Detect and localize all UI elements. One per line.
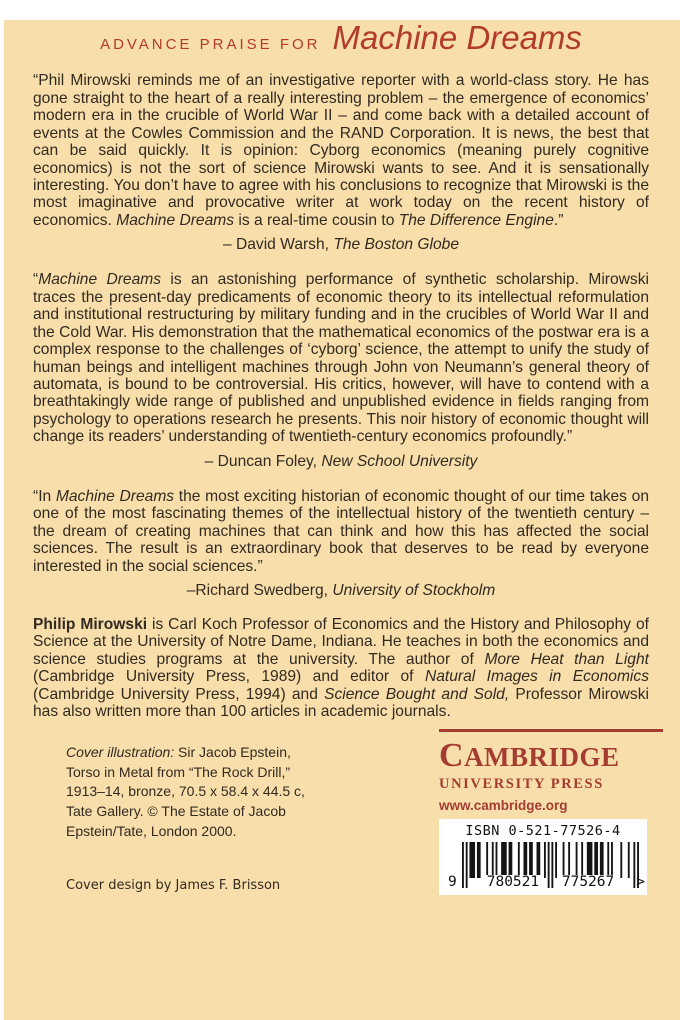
publisher-rule <box>439 729 663 732</box>
quote-attribution: –Richard Swedberg, University of Stockholm <box>186 582 496 600</box>
publisher-website: www.cambridge.org <box>439 797 568 813</box>
barcode-left-digit: 9 <box>448 874 457 890</box>
cover-content <box>4 20 680 895</box>
isbn-box <box>439 819 647 895</box>
isbn-label: ISBN 0-521-77526-4 <box>465 822 621 839</box>
publisher-column <box>439 729 663 895</box>
author-bio: Philip Mirowski is Carl Koch Professor of Economics and the History and Philosophy of Science at the University of Notre Dame, Indiana. He teaches in both the economics and science studies programs at the university. The author of More Heat than Light (Cambridge University Press, 1989) and editor of Natural Images in Economics (Cambridge University Press, 1994) and Science Bought and Sold, Professor Mirowski has also written more than 100 articles in academic journals. <box>33 615 649 721</box>
ean-barcode <box>448 842 645 890</box>
praise-quote-2 <box>33 271 649 470</box>
barcode-digits <box>466 875 635 890</box>
cambridge-wordmark: CAMBRIDGE <box>439 736 620 774</box>
book-back-cover <box>4 20 680 1020</box>
cover-illustration-credit: Cover illustration: Sir Jacob Epstein, Torso in Metal from “The Rock Drill,” 1913–14, bronze, 70.5 x 58.4 x 44.5 c, Tate Gallery. © The Estate of Jacob Epstein/Tate, London 2000. <box>66 743 305 840</box>
cover-design-credit: Cover design by James F. Brisson <box>66 878 281 894</box>
credits-column <box>66 729 346 893</box>
quote-text: “In Machine Dreams the most exciting historian of economic thought of our time takes on one of the most fascinating themes of the intellectual history of the twentieth century – the dream of creating machines that can think and how this has affected the social sciences. The result is an extraordinary book that deserves to be read by everyone interested in the social sciences.” <box>33 487 650 575</box>
barcode-digit-group: 775267 <box>561 874 615 890</box>
quote-text: “Phil Mirowski reminds me of an investigative reporter with a world-class story. He has gone straight to the heart of a really interesting problem – the emergence of economics’ modern era in the crucible of World War II – and come back with a detailed account of events at the Cowles Commission and the RAND Corporation. It is news, the best that can be said quickly. It is opinion: Cyborg economics (meaning purely cognitive economics) is not the sort of science Mirowski wants to see. And it is sensationally interesting. You don’t have to agree with his conclusions to recognize that Mirowski is the most imaginative and provocative writer at work today on the recent history of economics. Machine Dreams is a real-time cousin to The Difference Engine.” <box>33 72 649 229</box>
praise-kicker: ADVANCE PRAISE FOR <box>100 36 321 53</box>
book-title: Machine Dreams <box>332 19 582 56</box>
quote-attribution: – David Warsh, The Boston Globe <box>222 236 460 254</box>
university-press-label: UNIVERSITY PRESS <box>439 775 604 792</box>
praise-quote-3 <box>33 488 649 600</box>
quote-attribution: – Duncan Foley, New School University <box>204 452 478 470</box>
praise-header <box>33 20 649 56</box>
cover-footer <box>33 729 649 895</box>
praise-quote-1 <box>33 72 649 254</box>
barcode-trailer: > <box>636 874 645 890</box>
barcode-digit-group: 780521 <box>486 874 540 890</box>
quote-text: “Machine Dreams is an astonishing performance of synthetic scholarship. Mirowski traces the present-day predicaments of economic theory to its intellectual reformulation and institutional restructuring by military funding and in the crucibles of World War II and the Cold War. His demonstration that the mathematical economics of the postwar era is a complex response to the challenges of ‘cyborg’ science, the attempt to unify the study of human beings and intelligent machines through John von Neumann’s general theory of automata, is bound to be controversial. His critics, however, will have to contend with a breathtakingly wide range of published and unpublished evidence in fields ranging from psychology to operations research he presents. This noir history of economic thought will change its readers’ understanding of twentieth-century economics profoundly.” <box>33 271 649 446</box>
